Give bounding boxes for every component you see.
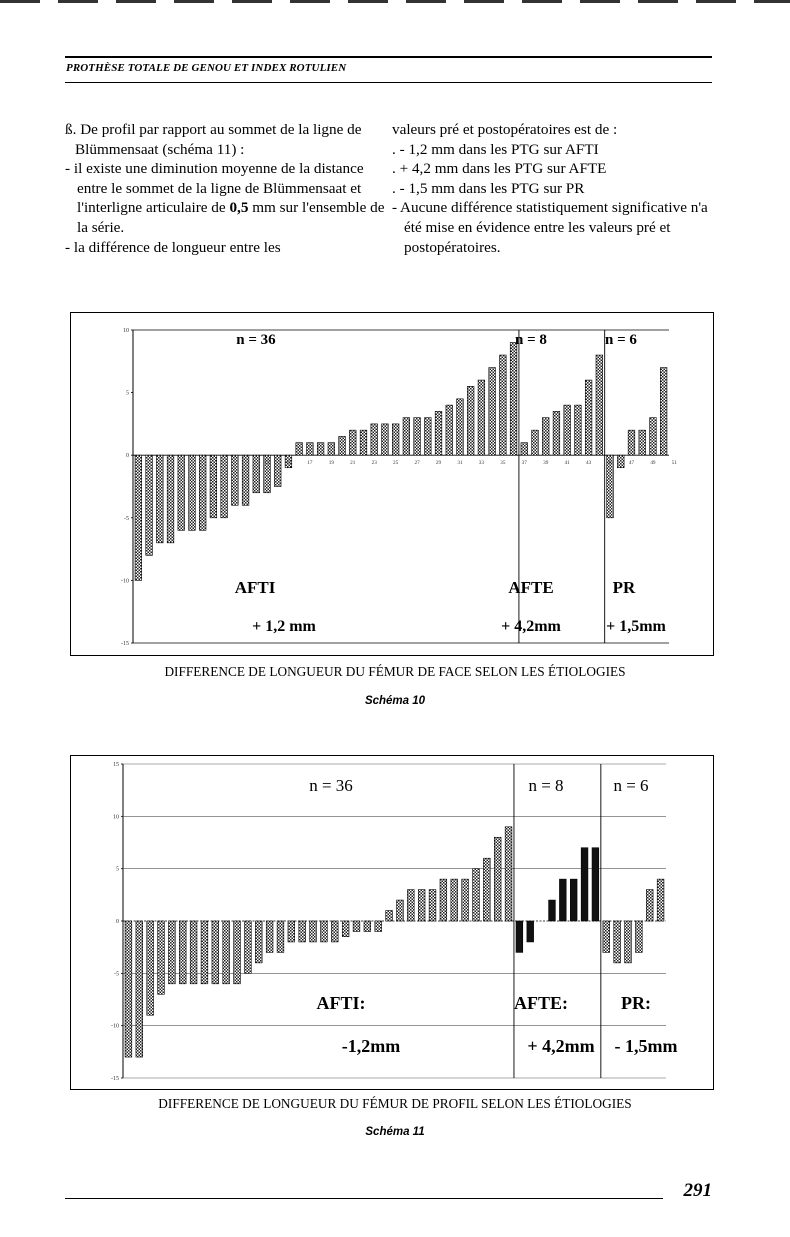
bar [639,430,646,455]
bar [156,455,163,543]
bar [628,430,635,455]
x-tick-label: 37 [521,460,527,467]
bar [299,921,306,942]
group-mean-label: + 1,2 mm [252,618,316,635]
bar [462,879,469,921]
bar [646,890,653,921]
bar [559,879,566,921]
text-column-left [65,120,387,257]
y-tick-label: 10 [123,328,129,334]
x-tick-label: 43 [586,460,592,467]
bar [521,443,528,456]
bar [201,921,208,984]
chart-schema-10 [70,312,714,656]
y-tick-label: -5 [124,515,129,522]
y-tick-label: -10 [121,578,129,585]
x-tick-label: 27 [414,460,420,467]
label-schema-11: Schéma 11 [365,1126,425,1138]
chart-10-svg [71,313,713,655]
bar [625,921,632,963]
top-edge-rule [0,0,790,3]
bar [147,921,154,1015]
bar [317,443,324,456]
bar [596,355,603,455]
x-tick-label: 15 [285,460,292,467]
header-rule-bottom [65,82,712,83]
bar [575,405,582,455]
bar [585,380,592,455]
bar [657,879,664,921]
bar [549,900,556,921]
y-tick-label: -5 [114,971,119,978]
bar [440,879,447,921]
paragraph-values: valeurs pré et postopératoires est de : [392,121,618,138]
item-afte: . + 4,2 mm dans les PTG sur AFTE [392,160,607,178]
bar [266,921,273,952]
x-tick-label: 49 [650,460,656,467]
group-n-label: n = 6 [613,776,649,795]
bar [382,424,389,455]
x-tick-label: 29 [435,460,442,467]
y-tick-label: -15 [121,641,129,647]
item-pr: . - 1,5 mm dans les PTG sur PR [392,179,585,197]
x-tick-label: 45 [607,460,613,467]
bar [635,921,642,952]
bar [392,424,399,455]
bar [403,418,410,456]
bar [179,921,186,984]
bar [553,411,560,455]
x-tick-label: 21 [350,460,356,467]
bold-value: 0,5 [229,199,249,217]
bar [505,827,512,921]
x-tick-label: 25 [393,460,399,467]
bar [570,879,577,921]
bar [375,921,382,931]
group-name-label: AFTE: [514,993,568,1013]
header-rule-top [65,56,712,58]
bar [274,455,281,486]
group-name-label: PR: [621,993,651,1013]
bar [328,443,335,456]
bullet-text-end: mm sur l'ensemble de la série. [77,199,385,236]
bar [136,921,143,1057]
bar [414,418,421,456]
bar [331,921,338,942]
bar [527,921,534,942]
bar [617,455,624,468]
x-tick-label: 47 [628,460,635,467]
chart-11-svg [71,756,713,1089]
bar [349,430,356,455]
y-tick-label: 5 [126,390,129,397]
bar [581,848,588,921]
y-tick-label: 15 [113,762,119,768]
x-tick-label: 13 [264,460,270,467]
bar [397,900,404,921]
x-tick-label: 19 [328,460,334,467]
bar [288,921,295,942]
item-afti: . - 1,2 mm dans les PTG sur AFTI [392,140,599,158]
bar [424,418,431,456]
y-tick-label: 5 [116,866,119,873]
bar [494,837,501,921]
x-tick-label: 31 [457,460,463,467]
bullet-diminution [65,159,387,237]
bar [650,418,657,456]
bar [418,890,425,921]
bar [307,443,314,456]
bar [386,911,393,921]
page-number: 291 [683,1180,712,1201]
running-header: PROTHÈSE TOTALE DE GENOU ET INDEX ROTULIEN [66,62,347,74]
y-tick-label: 0 [126,453,129,460]
bar [489,368,496,456]
x-tick-label: 33 [478,460,484,467]
text-column-right [392,120,714,257]
bar [407,890,414,921]
bar [277,921,284,952]
bar [178,455,185,530]
bar [603,921,610,952]
bar [221,455,228,518]
group-name-label: PR [612,578,636,597]
group-mean-label: -1,2mm [341,1036,401,1056]
bar [234,921,241,984]
bar [158,921,165,994]
bar [371,424,378,455]
bar [457,399,464,455]
x-tick-label: 41 [564,460,570,467]
bar [242,455,249,505]
caption-schema-10: DIFFERENCE DE LONGUEUR DU FÉMUR DE FACE SELON LES ÉTIOLOGIES [164,664,626,679]
y-tick-label: 10 [113,814,119,821]
bar [614,921,621,963]
group-mean-label: + 1,5mm [606,618,666,635]
bar [435,411,442,455]
group-mean-label: + 4,2mm [527,1036,595,1056]
bar [564,405,571,455]
paragraph-beta: ß. De profil par rapport au sommet de la ligne de Blümmensaat (schéma 11) : [65,121,362,158]
bar [478,380,485,455]
bar [199,455,206,530]
x-tick-label: 23 [371,460,377,467]
bar [189,455,196,530]
y-tick-label: -10 [111,1023,119,1030]
bar [310,921,317,942]
bar [473,869,480,921]
bar [500,355,507,455]
bar [429,890,436,921]
bullet-difference: - la différence de longueur entre les [65,238,281,256]
bar [296,443,303,456]
bar [364,921,371,931]
bar [516,921,523,952]
group-n-label: n = 8 [515,332,547,348]
bar [467,386,474,455]
chart-schema-11 [70,755,714,1090]
bar [223,921,230,984]
bar [167,455,174,543]
bar [146,455,153,555]
bar [125,921,132,1057]
x-tick-label: 35 [500,460,506,467]
x-tick-label: 17 [307,460,313,467]
bullet-text: - il existe une diminution moyenne de la distance entre le sommet de la ligne de Blümmensaat et l'interligne articulaire de [65,160,364,217]
group-n-label: n = 36 [236,332,276,348]
bar [321,921,328,942]
group-n-label: n = 6 [605,332,637,348]
bar [451,879,458,921]
x-tick-label: 51 [671,460,677,467]
bar [253,455,260,493]
y-tick-label: -15 [111,1076,119,1082]
group-n-label: n = 36 [309,776,353,795]
bar [210,455,217,518]
bar [190,921,197,984]
y-tick-label: 0 [116,919,119,925]
x-tick-label: 39 [543,460,549,467]
bar [510,343,517,456]
bar [532,430,539,455]
group-name-label: AFTI: [316,993,366,1013]
caption-schema-11: DIFFERENCE DE LONGUEUR DU FÉMUR DE PROFIL SELON LES ÉTIOLOGIES [158,1096,632,1111]
bar [212,921,219,984]
bar [353,921,360,931]
bar [232,455,239,505]
bar [169,921,176,984]
bar [446,405,453,455]
label-schema-10: Schéma 10 [364,695,426,707]
bullet-no-difference: - Aucune différence statistiquement significative n'a été mise en évidence entre les valeurs pré et postopératoires. [392,199,708,256]
bar [135,455,142,580]
bar [483,858,490,921]
bar [245,921,252,973]
bar [342,921,349,937]
bar [542,418,549,456]
group-mean-label: - 1,5mm [614,1036,678,1056]
footer-rule [65,1198,663,1199]
bar [255,921,262,963]
bar [360,430,367,455]
group-name-label: AFTI [234,578,276,597]
bar [339,436,346,455]
bar [592,848,599,921]
bar [660,368,667,456]
group-name-label: AFTE [508,578,554,597]
group-n-label: n = 8 [528,776,564,795]
group-mean-label: + 4,2mm [501,618,561,635]
